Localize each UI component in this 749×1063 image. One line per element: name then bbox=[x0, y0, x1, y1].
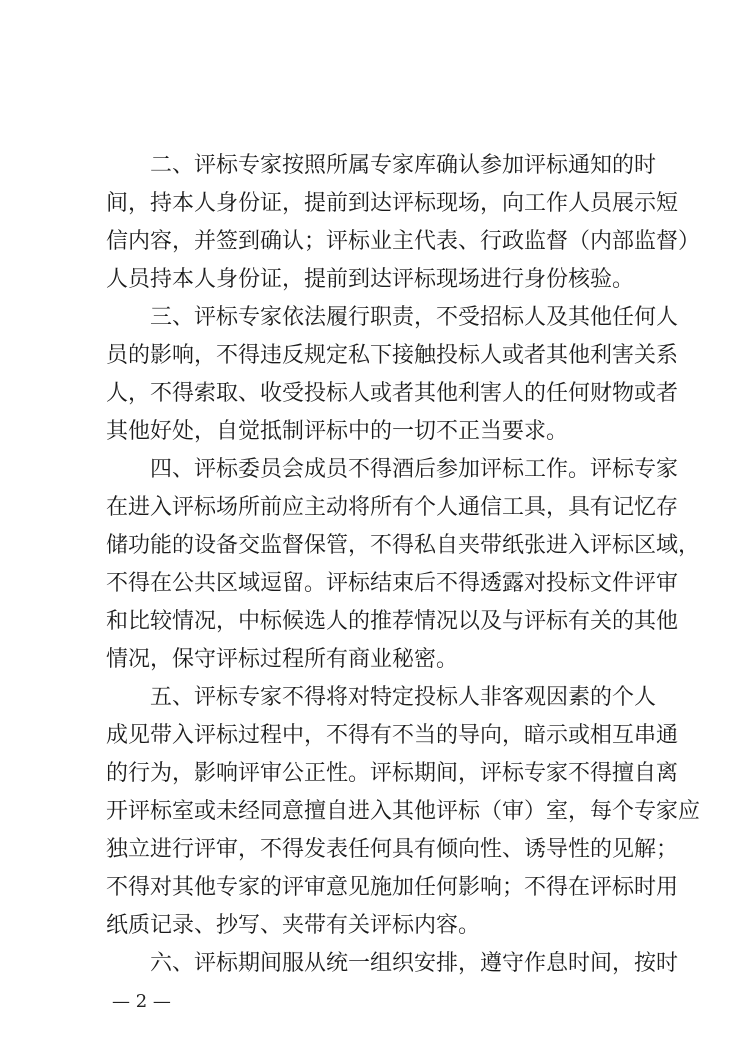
paragraph-3-line-4: 其他好处，自觉抵制评标中的一切不正当要求。 bbox=[106, 419, 569, 444]
paragraph-5-line-2: 成见带入评标过程中，不得有不当的导向，暗示或相互串通 bbox=[106, 723, 679, 748]
paragraph-3-line-1: 三、评标专家依法履行职责，不受招标人及其他任何人 bbox=[150, 305, 679, 330]
paragraph-5-line-5: 独立进行评审，不得发表任何具有倾向性、诱导性的见解； bbox=[106, 837, 679, 862]
paragraph-5-line-1: 五、评标专家不得将对特定投标人非客观因素的个人 bbox=[150, 685, 657, 710]
paragraph-2-line-3: 信内容，并签到确认；评标业主代表、行政监督（内部监督） bbox=[106, 229, 701, 254]
paragraph-5-line-3: 的行为，影响评审公正性。评标期间，评标专家不得擅自离 bbox=[106, 761, 679, 786]
page-number: — 2 — bbox=[112, 991, 171, 1012]
paragraph-3-line-2: 员的影响，不得违反规定私下接触投标人或者其他利害关系 bbox=[106, 343, 679, 368]
paragraph-4-line-3: 储功能的设备交监督保管，不得私自夹带纸张进入评标区域， bbox=[106, 533, 701, 558]
paragraph-4-line-4: 不得在公共区域逗留。评标结束后不得透露对投标文件评审 bbox=[106, 571, 679, 596]
paragraph-2-line-4: 人员持本人身份证，提前到达评标现场进行身份核验。 bbox=[106, 267, 635, 292]
paragraph-4-line-2: 在进入评标场所前应主动将所有个人通信工具，具有记忆存 bbox=[106, 495, 679, 520]
paragraph-3-line-3: 人，不得索取、收受投标人或者其他利害人的任何财物或者 bbox=[106, 381, 679, 406]
paragraph-2-line-1: 二、评标专家按照所属专家库确认参加评标通知的时 bbox=[150, 153, 657, 178]
paragraph-6-line-1: 六、评标期间服从统一组织安排，遵守作息时间，按时 bbox=[150, 951, 679, 976]
paragraph-4-line-1: 四、评标委员会成员不得酒后参加评标工作。评标专家 bbox=[150, 457, 679, 482]
paragraph-4-line-5: 和比较情况，中标候选人的推荐情况以及与评标有关的其他 bbox=[106, 609, 679, 634]
paragraph-5-line-7: 纸质记录、抄写、夹带有关评标内容。 bbox=[106, 913, 481, 938]
paragraph-4-line-6: 情况，保守评标过程所有商业秘密。 bbox=[106, 647, 459, 672]
paragraph-5-line-6: 不得对其他专家的评审意见施加任何影响；不得在评标时用 bbox=[106, 875, 679, 900]
paragraph-5-line-4: 开评标室或未经同意擅自进入其他评标（审）室，每个专家应 bbox=[106, 799, 701, 824]
paragraph-2-line-2: 间，持本人身份证，提前到达评标现场，向工作人员展示短 bbox=[106, 191, 679, 216]
